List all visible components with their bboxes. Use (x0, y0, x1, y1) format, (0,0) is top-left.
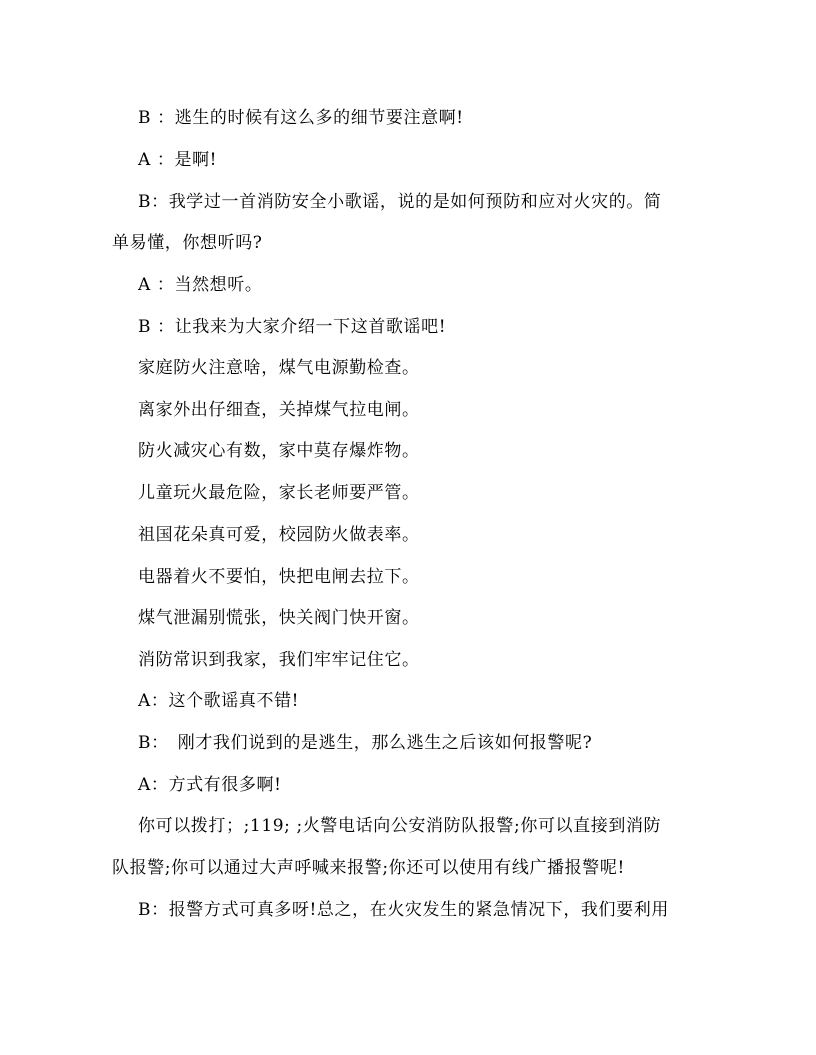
song-line-8: 消防常识到我家，我们牢牢记住它。 (138, 650, 420, 670)
song-line-5: 祖国花朵真可爱，校园防火做表率。 (138, 525, 420, 545)
dialogue-line-a-many-ways: A：方式有很多啊! (138, 775, 282, 795)
dialogue-line-b-summary: B：报警方式可真多呀!总之，在火灾发生的紧急情况下，我们要利用 (138, 900, 669, 920)
dialogue-line-b-how-to-report: B： 刚才我们说到的是逃生，那么逃生之后该如何报警呢? (138, 733, 593, 753)
dialogue-line-b-introduce-song: B ：让我来为大家介绍一下这首歌谣吧! (138, 317, 447, 337)
report-methods-line-1: 你可以拨打；;119; ;火警电话向公安消防队报警;你可以直接到消防 (138, 816, 662, 836)
song-line-6: 电器着火不要怕，快把电闸去拉下。 (138, 567, 420, 587)
report-methods-line-2: 队报警;你可以通过大声呼喊来报警;你还可以使用有线广播报警呢! (112, 858, 625, 878)
dialogue-line-a-good-song: A：这个歌谣真不错! (138, 691, 300, 711)
song-line-4: 儿童玩火最危险，家长老师要严管。 (138, 483, 420, 503)
dialogue-line-b-song-intro: B：我学过一首消防安全小歌谣，说的是如何预防和应对火灾的。简 (138, 192, 662, 212)
song-line-1: 家庭防火注意啥，煤气电源勤检查。 (138, 358, 420, 378)
song-line-2: 离家外出仔细查，关掉煤气拉电闸。 (138, 400, 420, 420)
dialogue-line-a-want-to-hear: A ：当然想听。 (138, 275, 263, 295)
song-line-7: 煤气泄漏别慌张，快关阀门快开窗。 (138, 608, 420, 628)
dialogue-line-b-song-intro-cont: 单易懂，你想听吗? (112, 233, 263, 253)
song-line-3: 防火减灾心有数，家中莫存爆炸物。 (138, 441, 420, 461)
dialogue-line-a-agree: A ：是啊! (138, 150, 218, 170)
dialogue-line-b-escape-details: B ：逃生的时候有这么多的细节要注意啊! (138, 108, 464, 128)
